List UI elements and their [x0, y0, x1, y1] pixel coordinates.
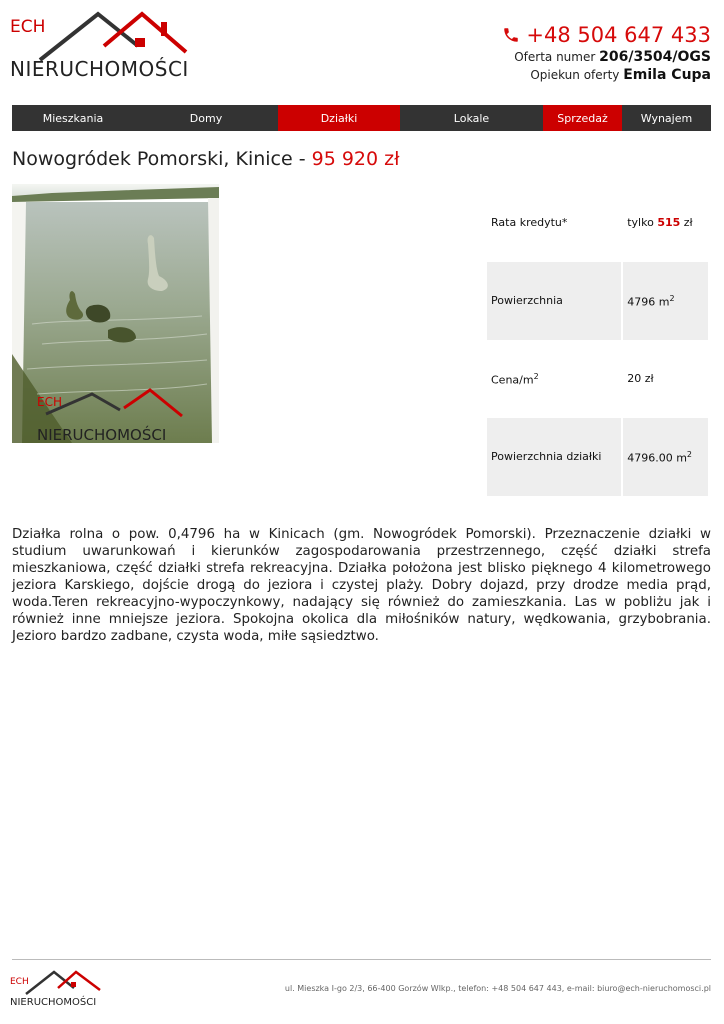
nav-item-mieszkania[interactable]: Mieszkania: [42, 111, 104, 125]
plot-area-label: Powierzchnia działki: [487, 418, 622, 496]
plot-area-value-cell: [622, 418, 708, 496]
price-per-m-label-cell: [487, 340, 622, 418]
details-row-credit: [487, 184, 708, 262]
logo-prefix: ECH: [10, 17, 46, 37]
offer-number: 206/3504/OGS: [599, 49, 711, 65]
company-logo[interactable]: [10, 10, 190, 82]
credit-label: Rata kredytu*: [491, 216, 568, 229]
agent-label: Opiekun oferty: [530, 68, 620, 82]
price-per-m-exp: 2: [533, 372, 539, 382]
agent-name: Emila Cupa: [623, 67, 711, 83]
phone-number: +48 504 647 433: [526, 23, 711, 47]
nav-item-sprzedaz[interactable]: Sprzedaż: [543, 105, 622, 131]
credit-value: 515: [657, 216, 681, 229]
phone-line[interactable]: [502, 22, 711, 48]
price-per-m-label: Cena/m: [491, 373, 534, 387]
nav-item-wynajem[interactable]: Wynajem: [640, 111, 693, 125]
area-value: 4796 m: [627, 295, 670, 309]
credit-value-cell: [622, 184, 708, 262]
listing-title: [12, 146, 400, 172]
contact-block: [502, 22, 711, 84]
main-nav: [12, 105, 711, 131]
footer-logo-name: NIERUCHOMOŚCI: [10, 997, 97, 1008]
plot-area-value: 4796.00 m: [627, 451, 687, 465]
nav-item-lokale[interactable]: Lokale: [453, 111, 490, 125]
area-value-cell: [622, 262, 708, 340]
nav-item-dzialki[interactable]: Działki: [278, 105, 400, 131]
footer-divider: [12, 959, 711, 960]
listing-photo[interactable]: [12, 184, 219, 443]
svg-text:ECH: ECH: [37, 395, 62, 409]
details-row-area: [487, 262, 708, 340]
area-unit-exp: 2: [669, 294, 675, 304]
svg-text:NIERUCHOMOŚCI: NIERUCHOMOŚCI: [37, 426, 167, 443]
footer-logo[interactable]: [10, 968, 102, 1008]
offer-number-line: [502, 48, 711, 66]
details-row-plot-area: [487, 418, 708, 496]
details-table: [487, 184, 708, 496]
agent-line: [502, 66, 711, 84]
listing-location: Nowogródek Pomorski, Kinice -: [12, 148, 306, 170]
area-label: Powierzchnia: [487, 262, 622, 340]
logo-name: NIERUCHOMOŚCI: [10, 57, 189, 81]
credit-suffix: zł: [683, 216, 693, 229]
footer-address: ul. Mieszka I-go 2/3, 66-400 Gorzów Wlkp., telefon: +48 504 647 443, e-mail: biuro@ech-nieruchomosci.pl: [284, 984, 711, 993]
plot-area-exp: 2: [686, 450, 693, 460]
details-row-price-per-m: [487, 340, 708, 418]
nav-item-domy[interactable]: Domy: [189, 111, 223, 125]
footer-logo-prefix: ECH: [10, 977, 29, 987]
price-per-m-value: 20 zł: [622, 340, 708, 418]
listing-description: Działka rolna o pow. 0,4796 ha w Kinicach (gm. Nowogródek Pomorski). Przeznaczenie działki w studium uwarunkowań i kierunków zagospodarowania przestrzennego, część działki strefa mieszkaniowa, część działki strefa rekreacyjna. Działka położona jest blisko pięknego 4 kilometrowego jeziora Karskiego, dojście drogą do jeziora i czystej plaży. Dobry dojazd, przy drodze media prąd, woda.Teren rekreacyjno-wypoczynkowy, nadający się również do zamieszkania. Las w pobliżu jak i również inne mniejsze jeziora. Spokojna okolica dla miłośników natury, wędkowania, grzybobrania. Jezioro bardzo zadbane, czysta woda, miłe sąsiedztwo.: [12, 527, 711, 644]
credit-prefix: tylko: [627, 216, 654, 229]
listing-price: 95 920 zł: [311, 148, 400, 170]
offer-number-label: Oferta numer: [514, 50, 596, 64]
phone-icon: [502, 26, 520, 44]
